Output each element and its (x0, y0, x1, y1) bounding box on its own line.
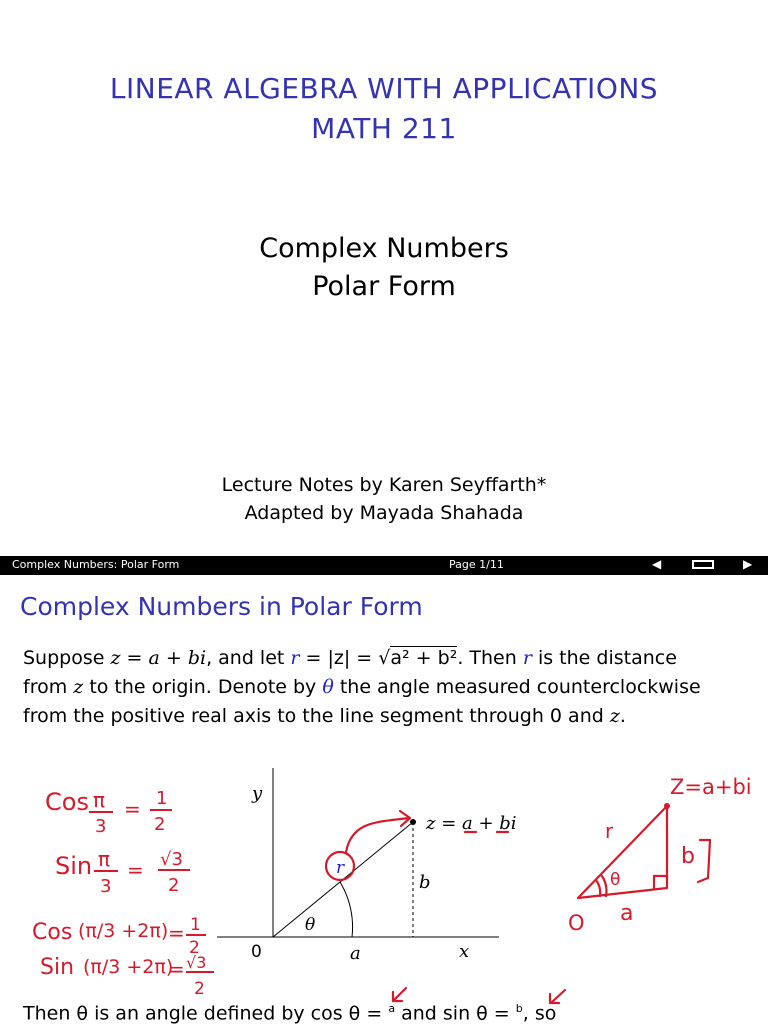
theta-highlight: θ (322, 676, 334, 698)
note4-eq: = (168, 957, 185, 981)
triangle-z-label: Z=a+bi (670, 775, 752, 799)
note2-func: Sin (55, 852, 93, 880)
a-label: a (350, 943, 361, 964)
paragraph-line-3: from the positive real axis to the line segment through 0 and z. (23, 705, 626, 727)
arrow-to-a-line (394, 988, 406, 1000)
course-title-line1: LINEAR ALGEBRA WITH APPLICATIONS (109, 72, 659, 105)
paragraph-line-1: Suppose z = a + bi, and let r = |z| = √a² + b². Then r is the distance (23, 647, 677, 669)
note1-eq: = (124, 797, 141, 821)
complex-plane-diagram (217, 768, 517, 964)
y-axis-label: y (252, 783, 263, 804)
note3-rnum: 1 (190, 915, 201, 935)
note1-rden: 2 (154, 814, 166, 835)
note2-eq: = (127, 858, 144, 882)
right-angle-mark (654, 876, 667, 888)
note3-rden: 2 (189, 938, 200, 958)
triangle-vertex-dot (664, 803, 670, 809)
note2-num: π (98, 847, 111, 871)
bottom-arrows (393, 988, 565, 1003)
author-line: Lecture Notes by Karen Seyffarth* (221, 474, 547, 496)
note3-eq: = (168, 921, 185, 945)
adapter-line: Adapted by Mayada Shahada (244, 502, 524, 524)
triangle-sketch (568, 775, 752, 935)
triangle-a-label: a (620, 901, 634, 926)
x-axis-label: x (459, 941, 470, 962)
r-highlight: r (290, 647, 300, 669)
b-label: b (419, 872, 431, 893)
note2-rden: 2 (168, 875, 180, 896)
fraction-b: b (515, 1002, 523, 1015)
nav-page-number: Page 1/11 (449, 558, 504, 571)
nav-section-title: Complex Numbers: Polar Form (12, 558, 180, 571)
triangle-right-icon[interactable]: ▶ (743, 557, 753, 571)
b-bracket-mark (698, 840, 710, 882)
triangle-angle-arc-1 (596, 880, 600, 896)
note1-func: Cos (45, 788, 89, 816)
angle-arc (340, 882, 353, 937)
note4-func: Sin (40, 955, 75, 980)
note3-arg: (π/3 +2π) (78, 920, 169, 942)
topic-title-line2: Polar Form (312, 271, 456, 302)
topic-title-line1: Complex Numbers (259, 233, 509, 264)
point-z (410, 819, 416, 825)
note1-den: 3 (95, 816, 107, 837)
triangle-b-label: b (681, 844, 695, 869)
fraction-a: a (388, 1002, 396, 1015)
frame-title: Complex Numbers in Polar Form (20, 592, 423, 621)
theta-label: θ (305, 915, 316, 935)
r-label: r (336, 858, 345, 878)
note3-func: Cos (32, 920, 73, 945)
origin-label: 0 (251, 942, 262, 962)
arrow-to-b-line (552, 990, 565, 1002)
point-z-label: z = a + bi (426, 813, 517, 834)
note2-den: 3 (100, 876, 112, 897)
arrow-curve (346, 818, 409, 852)
bottom-sentence: Then θ is an angle defined by cos θ = $^a$ and sin θ = $^b$, so (23, 1002, 557, 1024)
triangle-left-icon[interactable]: ◀ (652, 557, 662, 571)
triangle-angle-arc-2 (602, 876, 606, 896)
course-title-line2: MATH 211 (311, 112, 457, 145)
note2-rnum: √3 (160, 849, 183, 870)
triangle-r-label: r (605, 819, 614, 843)
note4-arg: (π/3 +2π) (83, 956, 174, 978)
paragraph-line-2: from z to the origin. Denote by θ the angle measured counterclockwise (23, 676, 701, 698)
handwritten-notes (32, 788, 214, 999)
note1-num: π (93, 788, 106, 812)
triangle-theta-label: θ (610, 870, 621, 890)
triangle-o-label: O (568, 911, 585, 935)
note4-rnum: √3 (186, 953, 207, 972)
note4-rden: 2 (194, 979, 205, 999)
note1-rnum: 1 (156, 788, 168, 809)
